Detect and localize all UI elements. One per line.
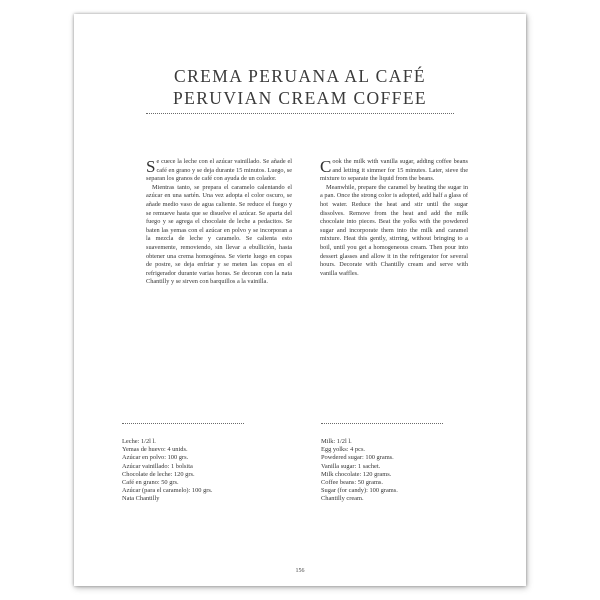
spanish-paragraph-2: Mientras tanto, se prepara el caramelo calentando el azúcar en una sartén. Una vez adopta el color oscuro, se añade medio vaso de agua caliente. Se reduce el fuego y se remueve hasta que se disuelve el azúcar. Se aparta del fuego y se agrega el chocolate de leche a pedacitos. Se baten las yemas con el azúcar en polvo y se incorporan a la mezcla de leche y caramelo. Se calienta esto suavemente, removiendo, sin llevar a ebullición, hasta obtener una crema homogénea. Se vierte luego en copas de postre, se deja enfriar y se meten las copas en el refrigerador durante varias horas. Se decoran con la nata Chantilly y se sirven con barquillos a la vainilla.: [146, 183, 292, 286]
ingredient-item: Azúcar en polvo: 100 grs.: [122, 454, 189, 462]
book-page: [74, 14, 526, 586]
spanish-dropcap: S: [146, 157, 156, 176]
english-dropcap: C: [320, 157, 332, 176]
ingredients-list-english: [321, 438, 471, 504]
ingredient-item: Milk: 1/2l l.: [321, 438, 352, 445]
ingredient-item: Azúcar vainillado: 1 bolsita: [122, 462, 193, 470]
page-number: 156: [295, 568, 305, 574]
ingredient-item: Coffee beans: 50 grams.: [321, 479, 383, 487]
ingredient-item: Chantilly cream.: [321, 495, 364, 503]
recipe-title-english: PERUVIAN CREAM COFFEE: [172, 88, 427, 108]
ingredient-item: Chocolate de leche: 120 grs.: [122, 470, 195, 478]
ingredient-item: Leche: 1/2l l.: [122, 438, 156, 445]
ingredients-list-spanish: [122, 438, 272, 504]
recipe-title-spanish: CREMA PERUANA AL CAFÉ: [174, 66, 426, 86]
english-instructions: [320, 158, 468, 278]
spanish-instructions: [146, 158, 292, 287]
ingredients-divider-english: [321, 423, 443, 424]
english-paragraph-2: Meanwhile, prepare the caramel by heating the sugar in a pan. Once the strong color is adopted, add half a glass of hot water. Reduce the heat and stir until the sugar dissolves. Remove from the heat and add the milk chocolate into pieces. Beat the yolks with the powdered sugar and incorporate them into the milk and caramel mixture. Heat this gently, stirring, without bringing to a boil, until you get a homogeneous cream. Then pour into dessert glasses and allow it in the refrigerator for several hours. Decorate with Chantilly cream and serve with vanilla waffles.: [320, 183, 468, 277]
ingredient-item: Vanilla sugar: 1 sachet.: [321, 462, 381, 470]
ingredient-item: Café en grano: 50 grs.: [122, 479, 179, 487]
ingredient-item: Powdered sugar: 100 grams.: [321, 454, 394, 462]
ingredient-item: Yemas de huevo: 4 unids.: [122, 446, 188, 454]
ingredient-item: Nata Chantilly: [122, 495, 160, 503]
english-paragraph-1: [320, 158, 468, 184]
english-paragraph-1-text: ook the milk with vanilla sugar, adding coffee beans and letting it simmer for 15 minutes. Later, sieve the mixture to separate the liquid from the beans.: [320, 158, 468, 183]
ingredient-item: Azúcar (para el caramelo): 100 grs.: [122, 487, 213, 495]
spanish-paragraph-1-text: e cuece la leche con el azúcar vainillado. Se añade el café en grano y se deja durante 15 minutos. Luego, se separan los granos de café con ayuda de un colador.: [146, 158, 292, 183]
spanish-paragraph-1: [146, 158, 292, 184]
ingredient-item: Sugar (for candy): 100 grams.: [321, 487, 398, 495]
ingredient-item: Milk chocolate: 120 grams.: [321, 470, 392, 478]
ingredient-item: Egg yolks: 4 pcs.: [321, 446, 366, 454]
ingredients-divider-spanish: [122, 423, 244, 424]
title-divider: [146, 113, 454, 114]
